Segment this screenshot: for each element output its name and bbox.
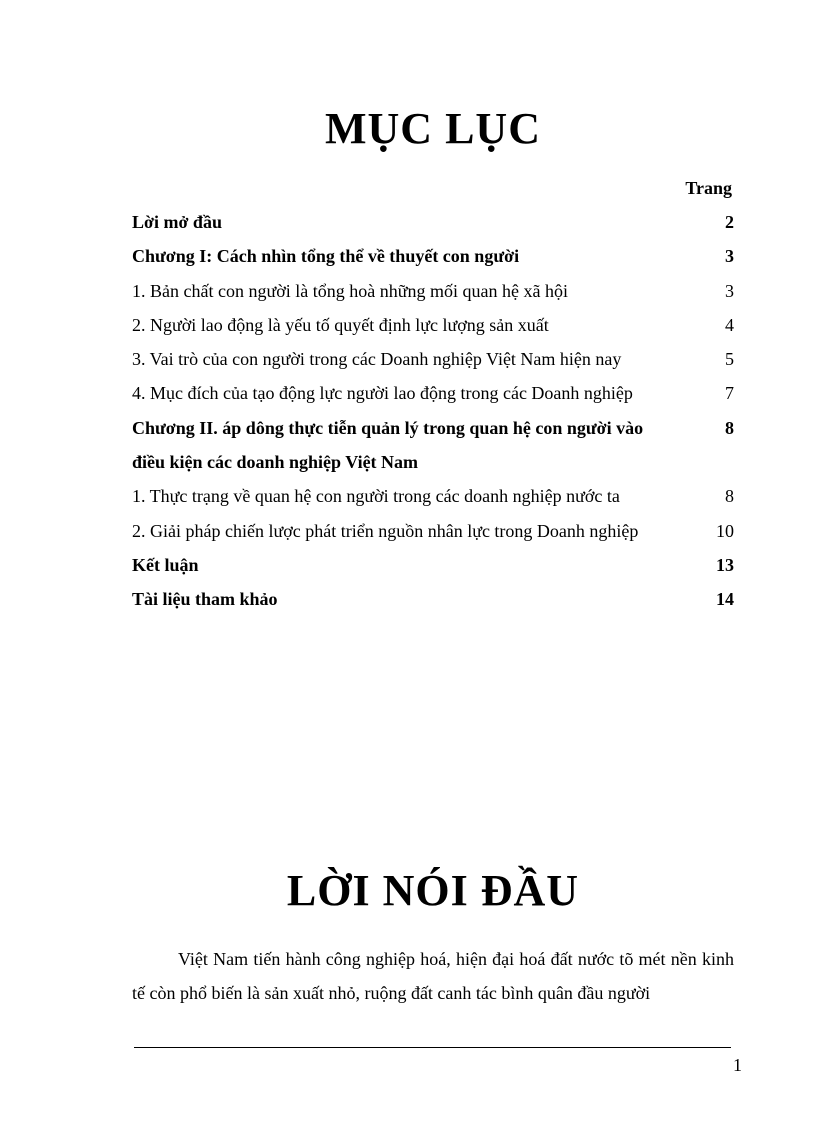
toc-entry	[132, 382, 734, 416]
toc-entry	[132, 348, 734, 382]
toc-entry-label: 4. Mục đích của tạo động lực người lao động trong các Doanh nghiệp	[132, 383, 633, 404]
toc-entry	[132, 451, 734, 485]
toc-entry-page: 8	[725, 486, 734, 507]
toc-entry-label: 2. Người lao động là yếu tố quyết định lực lượng sản xuất	[132, 314, 549, 335]
intro-title: LỜI NÓI ĐẦU	[286, 866, 580, 915]
intro-paragraph: Việt Nam tiến hành công nghiệp hoá, hiện đại hoá đất nước tõ mét nền kinh tế còn phổ biến là sản xuất nhỏ, ruộng đất canh tác bình quân đầu người	[132, 949, 734, 1003]
toc-entry	[132, 554, 734, 588]
toc-entry	[132, 314, 734, 348]
toc-entry-label: Chương II. áp dông thực tiễn quản lý trong quan hệ con người vào	[132, 417, 644, 438]
toc-entry-page: 10	[716, 520, 734, 541]
toc-entry-label: Tài liệu tham khảo	[132, 589, 278, 610]
toc-entry-page: 3	[725, 246, 734, 267]
toc-entry-page: 4	[725, 314, 734, 335]
toc-entry-page: 3	[725, 280, 734, 301]
toc-entry-page: 2	[725, 212, 734, 232]
toc-entry-page: 5	[725, 349, 734, 370]
toc-entry-label: 2. Giải pháp chiến lược phát triển nguồn nhân lực trong Doanh nghiệp	[132, 520, 639, 541]
toc-entry	[132, 211, 734, 245]
toc-entry-label: Kết luận	[132, 554, 199, 575]
toc-entry	[132, 520, 734, 554]
table-of-contents	[132, 211, 734, 623]
toc-entry	[132, 245, 734, 279]
toc-entry-page: 8	[725, 417, 734, 438]
toc-entry-label: 1. Thực trạng về quan hệ con người trong các doanh nghiệp nước ta	[132, 486, 620, 507]
toc-entry-label: 1. Bản chất con người là tổng hoà những mối quan hệ xã hội	[132, 280, 568, 301]
toc-title: MỤC LỤC	[325, 104, 541, 153]
toc-entry	[132, 417, 734, 451]
toc-entry	[132, 588, 734, 622]
toc-entry-page: 7	[725, 383, 734, 404]
toc-entry-page: 14	[716, 589, 734, 610]
intro-body	[132, 942, 734, 1010]
page-number: 1	[733, 1055, 742, 1075]
toc-entry-label: điều kiện các doanh nghiệp Việt Nam	[132, 452, 419, 473]
toc-entry	[132, 485, 734, 519]
toc-entry	[132, 280, 734, 314]
toc-entry-page: 13	[716, 554, 734, 575]
toc-entry-label: 3. Vai trò của con người trong các Doanh nghiệp Việt Nam hiện nay	[132, 349, 622, 370]
toc-entry-label: Lời mở đầu	[132, 212, 222, 232]
toc-entry-label: Chương I: Cách nhìn tổng thể về thuyết con người	[132, 246, 520, 267]
toc-page-header: Trang	[685, 178, 732, 198]
footer-divider	[134, 1047, 731, 1048]
